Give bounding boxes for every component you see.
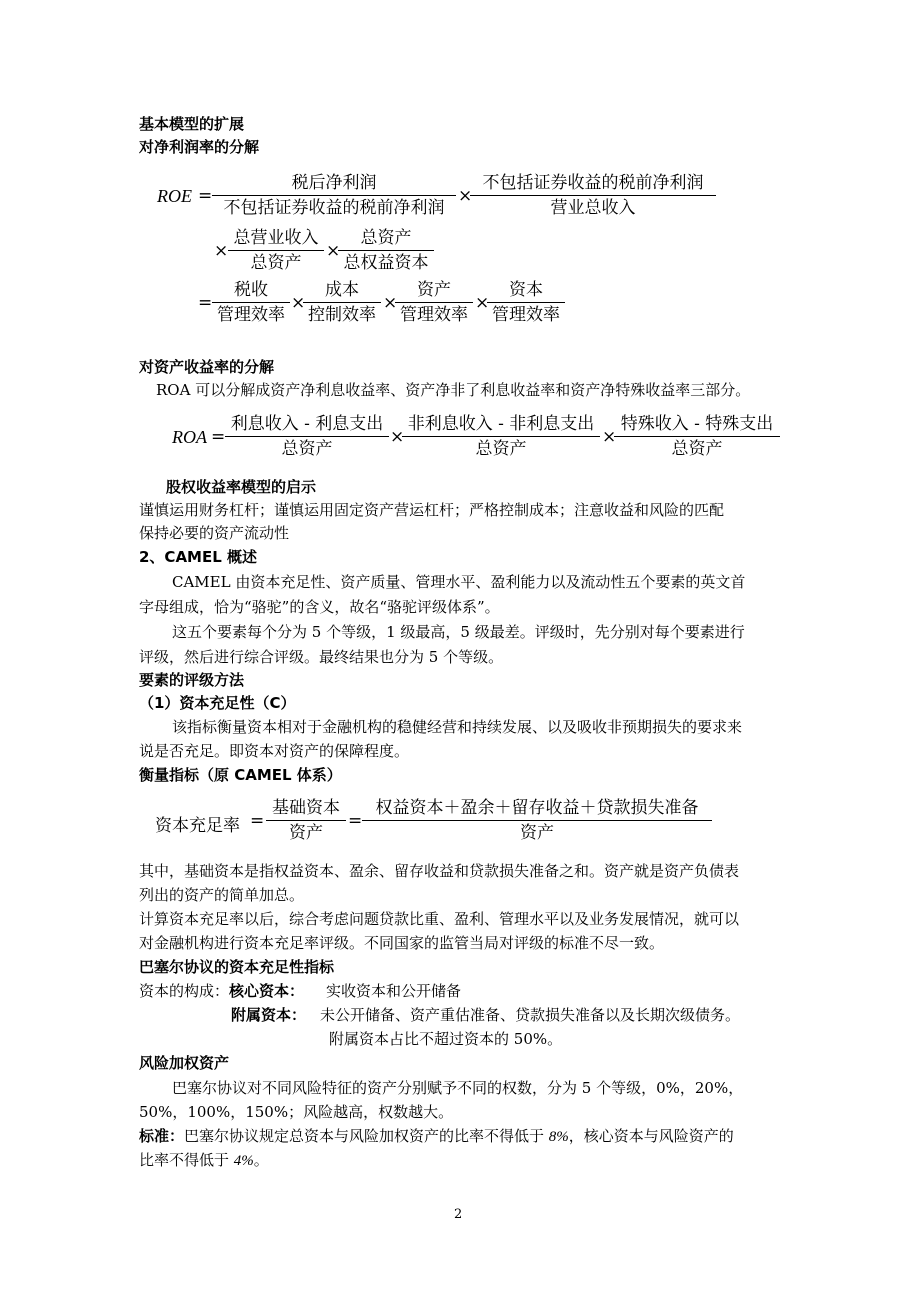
fraction-bar [470, 195, 716, 196]
equals-sign: = [250, 811, 265, 831]
standard-line-2 [139, 1150, 269, 1171]
roe-label: ROE [157, 186, 192, 206]
times-sign: × [602, 427, 617, 447]
roe-fraction-3 [228, 227, 324, 274]
standard-value-core: 4% [233, 1153, 254, 1169]
fraction-bar [212, 195, 456, 196]
fraction-denominator: 资产 [289, 823, 323, 843]
roa-intro: ROA 可以分解成资产净利息收益率、资产净非了利息收益率和资产净特殊收益率三部分。 [156, 381, 751, 399]
fraction-denominator: 营业总收入 [550, 198, 636, 218]
fraction-denominator: 管理效率 [400, 305, 468, 325]
times-sign: × [475, 293, 490, 313]
fraction-denominator: 管理效率 [492, 305, 560, 325]
camel-para-1-line-1: CAMEL 由资本充足性、资产质量、管理水平、盈利能力以及流动性五个要素的英文首 [172, 573, 746, 591]
lessons-line-2: 保持必要的资产流动性 [139, 524, 290, 542]
fraction-bar [303, 302, 381, 303]
fraction-denominator: 总资产 [671, 439, 723, 459]
fraction-denominator: 总资产 [281, 439, 333, 459]
basel-core-line [139, 981, 461, 1001]
roe-fraction-5 [212, 279, 290, 326]
fraction-denominator: 总资产 [475, 439, 527, 459]
camel-para-2-line-1: 这五个要素每个分为 5 个等级，1 级最高，5 级最差。评级时，先分别对每个要素进行 [172, 623, 745, 641]
fraction-denominator: 资产 [520, 823, 554, 843]
times-sign: × [326, 241, 341, 261]
fraction-bar [225, 436, 389, 437]
fraction-numerator: 基础资本 [272, 798, 340, 818]
lessons-line-1: 谨慎运用财务杠杆；谨慎运用固定资产营运杠杆；严格控制成本；注意收益和风险的匹配 [139, 501, 725, 519]
times-sign: × [291, 293, 306, 313]
heading-capital-adequacy: （1）资本充足性（C） [139, 694, 296, 712]
camel-para-2-line-2: 评级，然后进行综合评级。最终结果也分为 5 个等级。 [139, 648, 504, 666]
core-capital-label: 核心资本： [229, 982, 305, 1000]
fraction-numerator: 权益资本＋盈余＋留存收益＋贷款损失准备 [375, 798, 699, 818]
times-sign: × [390, 427, 405, 447]
fraction-numerator: 资本 [509, 280, 543, 300]
heading-measurement: 衡量指标（原 CAMEL 体系） [139, 766, 342, 784]
fraction-numerator: 非利息收入 - 非利息支出 [407, 414, 595, 434]
heading-rating-method: 要素的评级方法 [139, 671, 245, 689]
fraction-bar [362, 820, 712, 821]
fraction-denominator: 控制效率 [308, 305, 376, 325]
roe-fraction-7 [395, 279, 473, 326]
standard-line-1 [139, 1126, 734, 1147]
fraction-numerator: 特殊收入 - 特殊支出 [620, 414, 774, 434]
heading-net-margin-decomposition: 对净利润率的分解 [139, 138, 260, 156]
camel-para-1-line-2: 字母组成，恰为“骆驼”的含义，故名“骆驼评级体系”。 [139, 598, 500, 616]
explanation-line-1: 其中，基础资本是指权益资本、盈余、留存收益和贷款损失准备之和。资产就是资产负债表 [139, 862, 740, 880]
times-sign: × [458, 186, 473, 206]
fraction-numerator: 不包括证券收益的税前净利润 [482, 173, 704, 193]
fraction-denominator: 管理效率 [217, 305, 285, 325]
explanation-line-3: 计算资本充足率以后，综合考虑问题贷款比重、盈利、管理水平以及业务发展情况，就可以 [139, 910, 740, 928]
roa-fraction-2 [402, 413, 600, 460]
fraction-numerator: 税收 [234, 280, 268, 300]
fraction-numerator: 税后净利润 [291, 173, 377, 193]
roa-fraction-3 [614, 413, 780, 460]
heading-risk-weighted-assets: 风险加权资产 [139, 1054, 230, 1072]
roe-fraction-1 [212, 172, 456, 219]
basel-supplementary-line [231, 1005, 740, 1025]
equals-sign: = [198, 186, 213, 206]
fraction-bar [402, 436, 600, 437]
heading-basic-model-extension: 基本模型的扩展 [139, 115, 245, 133]
heading-camel: 2、CAMEL 概述 [139, 548, 258, 566]
car-fraction-2 [362, 797, 712, 844]
roe-fraction-8 [487, 279, 565, 326]
standard-label: 标准： [139, 1127, 185, 1145]
standard-text-d: 。 [253, 1151, 269, 1169]
explanation-line-4: 对金融机构进行资本充足率评级。不同国家的监管当局对评级的标准不尽一致。 [139, 934, 665, 952]
fraction-numerator: 总资产 [360, 228, 412, 248]
fraction-bar [614, 436, 780, 437]
car-label: 资本充足率 [155, 816, 240, 836]
heading-equity-lessons: 股权收益率模型的启示 [166, 478, 317, 496]
roa-label: ROA [172, 427, 207, 447]
rwa-line-2: 50%，100%，150%；风险越高，权数越大。 [139, 1103, 454, 1121]
fraction-numerator: 总营业收入 [233, 228, 319, 248]
composition-label: 资本的构成： [139, 982, 230, 1000]
fraction-bar [395, 302, 473, 303]
fraction-bar [228, 250, 324, 251]
heading-basel: 巴塞尔协议的资本充足性指标 [139, 958, 335, 976]
supplementary-limit: 附属资本占比不超过资本的 50%。 [329, 1030, 563, 1048]
explanation-line-2: 列出的资产的简单加总。 [139, 886, 305, 904]
heading-roa-decomposition: 对资产收益率的分解 [139, 358, 275, 376]
car-fraction-1 [266, 797, 346, 844]
capital-para-line-1: 该指标衡量资本相对于金融机构的稳健经营和持续发展、以及吸收非预期损失的要求来 [172, 718, 743, 736]
standard-value-total: 8% [548, 1129, 569, 1145]
fraction-numerator: 利息收入 - 利息支出 [230, 414, 384, 434]
rwa-line-1: 巴塞尔协议对不同风险特征的资产分别赋予不同的权数，分为 5 个等级，0%，20%， [172, 1079, 744, 1097]
roa-fraction-1 [225, 413, 389, 460]
supplementary-capital-text: 未公开储备、资产重估准备、贷款损失准备以及长期次级债务。 [320, 1006, 741, 1024]
standard-text-b: ，核心资本与风险资产的 [568, 1127, 734, 1145]
fraction-bar [266, 820, 346, 821]
core-capital-text: 实收资本和公开储备 [326, 982, 462, 1000]
fraction-denominator: 总资产 [250, 253, 302, 273]
supplementary-capital-label: 附属资本： [231, 1006, 307, 1024]
roe-fraction-4 [338, 227, 434, 274]
fraction-numerator: 资产 [417, 280, 451, 300]
fraction-bar [212, 302, 290, 303]
standard-text-c: 比率不得低于 [139, 1151, 234, 1169]
equals-sign: = [198, 293, 213, 313]
standard-text-a: 巴塞尔协议规定总资本与风险加权资产的比率不得低于 [184, 1127, 549, 1145]
times-sign: × [214, 241, 229, 261]
equals-sign: = [211, 427, 226, 447]
fraction-bar [338, 250, 434, 251]
fraction-bar [487, 302, 565, 303]
roe-fraction-6 [303, 279, 381, 326]
fraction-denominator: 不包括证券收益的税前净利润 [223, 198, 445, 218]
fraction-denominator: 总权益资本 [343, 253, 429, 273]
page-number: 2 [454, 1207, 463, 1222]
fraction-numerator: 成本 [325, 280, 359, 300]
equals-sign: = [348, 811, 363, 831]
roe-fraction-2 [470, 172, 716, 219]
times-sign: × [383, 293, 398, 313]
capital-para-line-2: 说是否充足。即资本对资产的保障程度。 [139, 742, 410, 760]
